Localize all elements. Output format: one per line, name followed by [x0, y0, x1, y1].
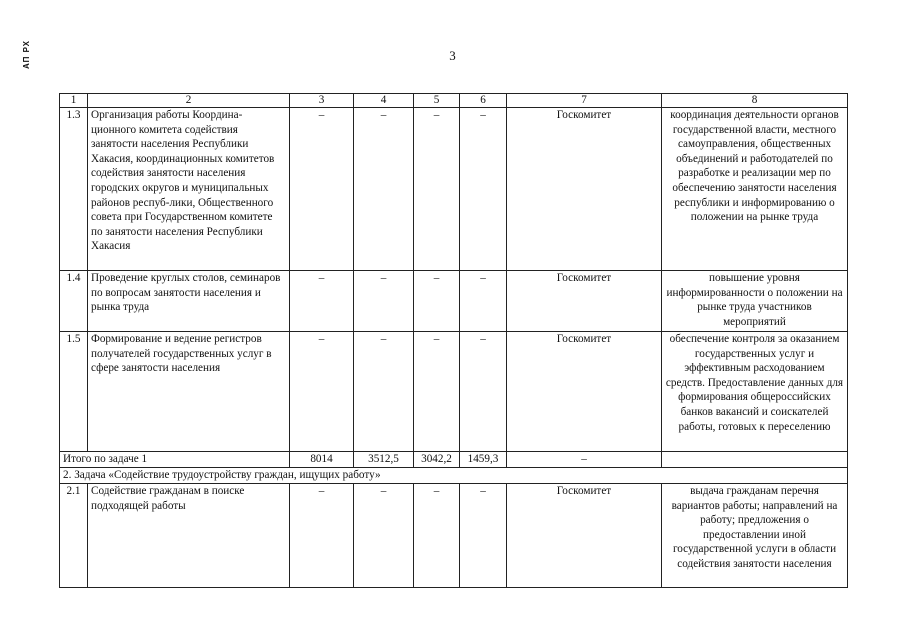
result-cell: выдача гражданам перечня вариантов работы; направлений на работу; предложения о предоставлении иной государственной услуги в области содействия занятости населения	[662, 484, 848, 588]
column-header: 6	[460, 94, 507, 108]
executor-cell: Госкомитет	[507, 108, 662, 271]
column-header: 4	[354, 94, 414, 108]
table-row	[60, 271, 848, 332]
column-header: 7	[507, 94, 662, 108]
result-cell: координация деятельности органов государственной власти, местного самоуправления, общественных объединений и работодателей по разработке и реализации мер по обеспечению занятости населения республики и информированию о положении на рынке труда	[662, 108, 848, 271]
total-value: 3512,5	[354, 452, 414, 468]
table-row	[60, 332, 848, 452]
column-header: 1	[60, 94, 88, 108]
total-executor: –	[507, 452, 662, 468]
total-value: 1459,3	[460, 452, 507, 468]
value-cell: –	[354, 108, 414, 271]
section-title-row	[60, 468, 848, 484]
value-cell: –	[460, 484, 507, 588]
value-cell: –	[290, 108, 354, 271]
total-result	[662, 452, 848, 468]
activity-cell: Формирование и ведение регистров получателей государственных услуг в сфере занятости населения	[88, 332, 290, 452]
row-number: 1.4	[60, 271, 88, 332]
total-row	[60, 452, 848, 468]
value-cell: –	[290, 332, 354, 452]
total-label: Итого по задаче 1	[60, 452, 290, 468]
column-header: 3	[290, 94, 354, 108]
column-header: 5	[414, 94, 460, 108]
side-stamp: АП РХ	[22, 39, 31, 69]
row-number: 1.3	[60, 108, 88, 271]
executor-cell: Госкомитет	[507, 484, 662, 588]
value-cell: –	[460, 108, 507, 271]
table-row	[60, 108, 848, 271]
value-cell: –	[290, 271, 354, 332]
executor-cell: Госкомитет	[507, 332, 662, 452]
result-cell: повышение уровня информированности о положении на рынке труда участников мероприятий	[662, 271, 848, 332]
activities-table	[59, 93, 848, 588]
total-value: 3042,2	[414, 452, 460, 468]
column-header: 8	[662, 94, 848, 108]
activity-cell: Содействие гражданам в поиске подходящей работы	[88, 484, 290, 588]
value-cell: –	[354, 484, 414, 588]
row-number: 2.1	[60, 484, 88, 588]
value-cell: –	[414, 271, 460, 332]
column-header-row	[60, 94, 848, 108]
section-title: 2. Задача «Содействие трудоустройству граждан, ищущих работу»	[60, 468, 848, 484]
value-cell: –	[460, 332, 507, 452]
page-number: 3	[449, 48, 456, 63]
value-cell: –	[354, 332, 414, 452]
value-cell: –	[460, 271, 507, 332]
activity-cell: Организация работы Координа-ционного комитета содействия занятости населения Республики Хакасия, координационных комитетов содействия занятости населения городских округов и муниципальных районов респуб-лики, Общественного совета при Государственном комитете по занятости населения Республики Хакасия	[88, 108, 290, 271]
value-cell: –	[354, 271, 414, 332]
row-number: 1.5	[60, 332, 88, 452]
table-row	[60, 484, 848, 588]
total-value: 8014	[290, 452, 354, 468]
value-cell: –	[414, 332, 460, 452]
column-header: 2	[88, 94, 290, 108]
value-cell: –	[414, 108, 460, 271]
activity-cell: Проведение круглых столов, семинаров по вопросам занятости населения и рынка труда	[88, 271, 290, 332]
value-cell: –	[290, 484, 354, 588]
value-cell: –	[414, 484, 460, 588]
executor-cell: Госкомитет	[507, 271, 662, 332]
result-cell: обеспечение контроля за оказанием государственных услуг и эффективным расходованием средств. Предоставление данных для формирования общероссийских банков вакансий и соискателей работы, готовых к переселению	[662, 332, 848, 452]
